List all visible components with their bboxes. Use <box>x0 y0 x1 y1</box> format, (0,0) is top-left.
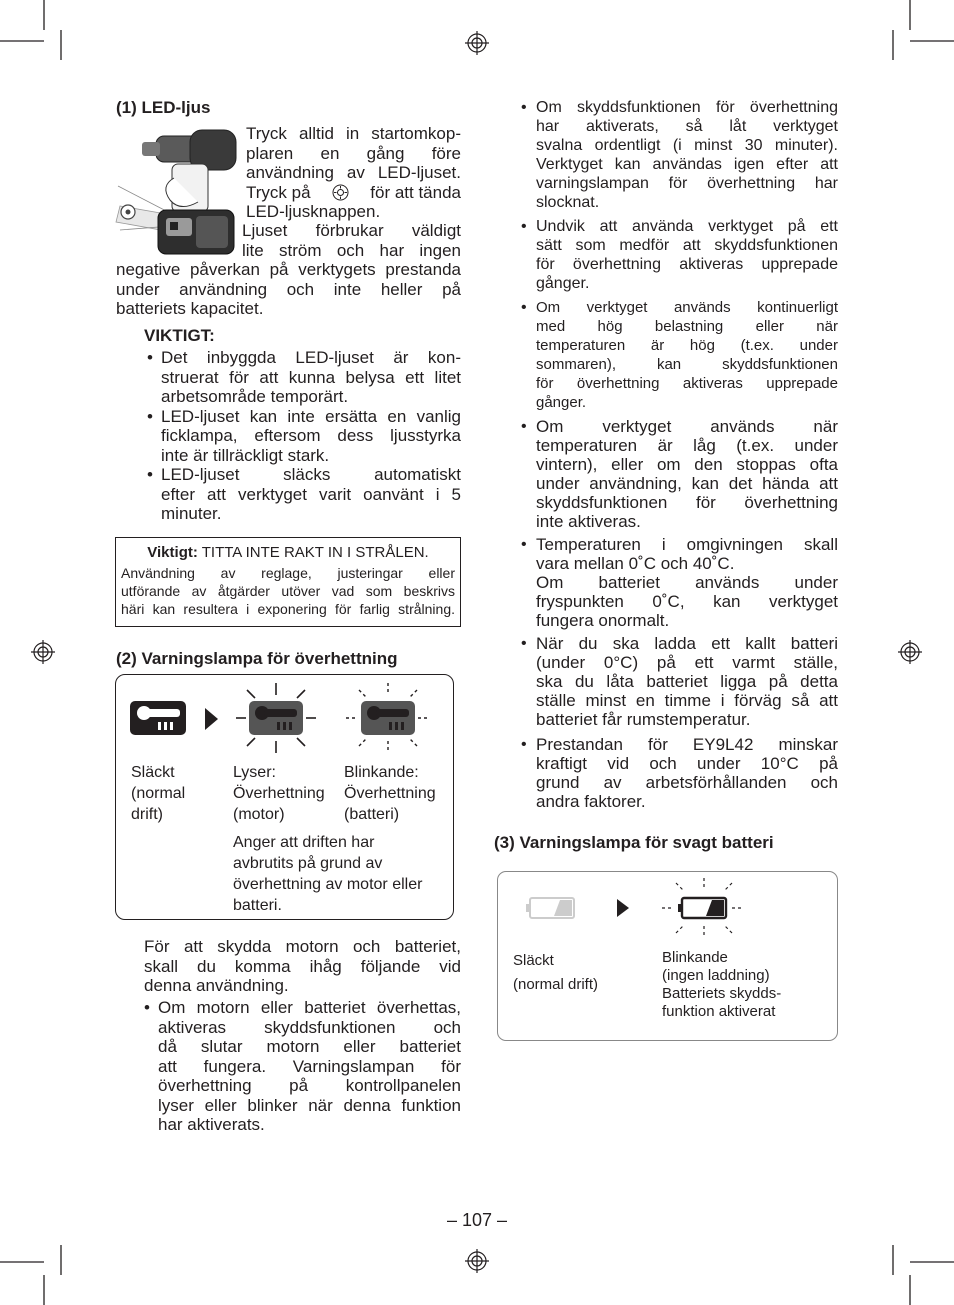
overheat-lamp-blink-icon <box>346 683 430 753</box>
list-item: Temperaturen i omgivningen skall <box>536 535 838 554</box>
led-text-line: plaren en gång före <box>246 143 461 163</box>
list-item: Om verktyget används när <box>536 417 838 436</box>
list-item: (under 0°C) på ett varmt ställe, <box>536 653 838 672</box>
led-text-line: Ljuset förbrukar väldigt <box>242 221 461 240</box>
led-button-icon <box>332 184 349 201</box>
list-item: har aktiverats, så låt verktyget <box>536 118 838 135</box>
list-item: vara mellan 0˚C och 40˚C. <box>536 554 735 573</box>
protect-intro: denna användning. <box>144 976 289 995</box>
state-blink-label: (batteri) <box>344 806 400 823</box>
battery-blink-label: funktion aktiverat <box>662 1003 776 1020</box>
protect-intro: För att skydda motorn och batteriet, <box>144 937 461 956</box>
overheat-note: avbrutits på grund av <box>233 855 383 872</box>
state-lit-label: Lyser: <box>233 764 276 781</box>
caution-title: TITTA INTE RAKT IN I STRÅLEN. <box>197 544 429 561</box>
battery-off-label: (normal drift) <box>513 976 599 993</box>
led-text-line: för att tända <box>370 182 461 202</box>
list-item: Undvik att använda verktyget på ett <box>536 218 838 235</box>
overheat-lamp-lit-icon <box>236 683 316 753</box>
list-item: När du ska ladda ett kallt batteri <box>536 634 838 653</box>
led-text-line: batteriets kapacitet. <box>116 299 264 318</box>
state-lit-label: Överhettning <box>233 785 325 802</box>
list-item: LED-ljuset släcks automatiskt <box>161 465 461 484</box>
list-item: batteriet får rumstemperatur. <box>536 710 751 729</box>
list-item: fryspunkten 0˚C, kan verktyget <box>536 592 838 611</box>
list-item: temperaturen är låg (t.ex. under <box>536 436 838 455</box>
led-text-line: Tryck alltid in startomkop- <box>246 124 461 143</box>
list-item: efter att verktyget varit oanvänt i 5 <box>161 484 461 504</box>
state-off-label: Släckt <box>131 764 175 781</box>
list-item: ställe minst en timme i förväg så att <box>536 691 838 710</box>
list-item: Prestandan för EY9L42 minskar <box>536 735 838 754</box>
list-item: då slutar motorn eller batteriet <box>158 1037 461 1056</box>
list-item: för överhettning aktiveras upprepade <box>536 256 838 273</box>
battery-icons <box>498 872 837 942</box>
list-item: inte är tillräckligt stark. <box>161 445 330 465</box>
overheat-note: batteri. <box>233 897 282 914</box>
caution-label: Viktigt: <box>147 544 198 561</box>
protect-intro: skall du komma ihåg följande vid <box>144 956 461 976</box>
list-item: ska du låta batteriet ligga på detta <box>536 672 838 691</box>
overheat-icons <box>116 675 453 765</box>
list-item: för överhettning aktiveras upprepade <box>536 375 838 392</box>
battery-blink-label: Batteriets skydds- <box>662 985 782 1002</box>
list-item: andra faktorer. <box>536 792 646 811</box>
list-item: minuter. <box>161 504 222 523</box>
list-item: sommaren), kan skyddsfunktionen <box>536 356 838 373</box>
list-item: struerat för att kunna belysa ett litet <box>161 367 461 387</box>
list-item: Det inbyggda LED-ljuset är kon- <box>161 348 461 367</box>
list-item: varningslampan för överhettning har <box>536 175 838 192</box>
led-text-line: Tryck på <box>246 182 311 202</box>
led-text-line: lite ström och har ingen <box>242 240 461 260</box>
caution-line: utförande av åtgärder utöver vad som beskrivs <box>121 583 455 599</box>
led-text-line: LED-ljusknappen. <box>246 202 381 221</box>
caution-line: häri kan resultera i exponering för farlig strålning. <box>121 601 455 617</box>
overheat-lamp-off-icon <box>130 701 186 735</box>
list-item: med hög belastning eller när <box>536 318 838 335</box>
list-item: att fungera. Varningslampan för <box>158 1056 461 1076</box>
important-title: VIKTIGT: <box>144 326 215 345</box>
list-item: Om motorn eller batteriet överhettas, <box>158 998 461 1017</box>
led-text-line: användning av LED-ljuset. <box>246 163 461 182</box>
list-item: under användning, kan det hända att <box>536 474 838 493</box>
list-item: Verktyget kan användas igen efter att <box>536 156 838 173</box>
list-item: grund av arbetsförhållanden och <box>536 773 838 792</box>
list-item: sätt som medför att skyddsfunktionen <box>536 237 838 254</box>
battery-blink-label: (ingen laddning) <box>662 967 770 984</box>
caution-line: Användning av reglage, justeringar eller <box>121 565 455 581</box>
led-heading: (1) LED-ljus <box>116 98 211 117</box>
list-item: inte aktiveras. <box>536 512 641 531</box>
state-lit-label: (motor) <box>233 806 285 823</box>
important-list: • Det inbyggda LED-ljuset är kon- struerat för att kunna belysa ett litet arbetsområde temporärt. • LED-ljuset kan inte ersätta en vanlig ficklampa, eftersom dess ljusstyrka inte är tillräckligt stark. • LED-ljuset släcks automatiskt efter att verktyget varit oanvänt i 5 minuter. <box>147 348 461 523</box>
list-item: slocknat. <box>536 194 600 211</box>
led-text-line: under användning och inte heller på <box>116 279 461 299</box>
state-blink-label: Överhettning <box>344 785 436 802</box>
state-off-label: drift) <box>131 806 163 823</box>
battery-blink-icon <box>662 878 744 938</box>
list-item: överhettning på kontrollpanelen <box>158 1076 461 1095</box>
battery-off-label: Släckt <box>513 952 554 969</box>
overheat-note: Anger att driften har <box>233 834 375 851</box>
right-list: • Om skyddsfunktionen för överhettning har aktiverats, så låt verktyget svalna ordentligt (i minst 30 minuter). Verktyget kan användas igen efter att varningslampan för överhettning har slocknat. • Undvik att använda verktyget på ett sätt som medför att skyddsfunktionen för överhettning aktiveras upprepade gånger. • Om verktyget används kontinuerligt med hög belastning eller när temperaturen är hög (t.ex. under sommaren), kan skyddsfunktionen för överhettning aktiveras upprepade gånger. • Om verktyget används när temperaturen är låg (t.ex. under vintern), eller om den stoppas ofta under användning, kan det hända att skyddsfunktionen för överhettning inte aktiveras. • Temperaturen i omgivningen skall vara mellan 0˚C och 40˚C. Om batteriet används under fryspunkten 0˚C, kan verktyget fungera onormalt. • När du ska ladda ett kallt batteri (under 0°C) på ett varmt ställe, ska du låta batteriet ligga på detta ställe minst en timme i förväg så att batteriet får rumstemperatur. • Prestandan för EY9L42 minskar kraftigt vid och under 10°C på grund av arbetsförhållanden och andra faktorer. <box>521 99 838 811</box>
list-item: temperaturen är hög (t.ex. under <box>536 337 838 354</box>
led-text-line: negative påverkan på verktygets prestanda <box>116 260 461 279</box>
list-item: Om skyddsfunktionen för överhettning <box>536 99 838 116</box>
battery-lamp-panel <box>497 871 838 1041</box>
list-item: gånger. <box>536 275 590 292</box>
list-item: har aktiverats. <box>158 1115 265 1134</box>
state-off-label: (normal <box>131 785 186 802</box>
list-item: skyddsfunktionen för överhettning <box>536 493 838 512</box>
list-item: Om batteriet används under <box>536 573 838 592</box>
list-item: ficklampa, eftersom dess ljusstyrka <box>161 426 461 445</box>
arrow-right-icon <box>617 899 629 917</box>
list-item: kraftigt vid och under 10°C på <box>536 754 838 773</box>
overheat-heading: (2) Varningslampa för överhettning <box>116 649 398 668</box>
list-item: arbetsområde temporärt. <box>161 387 349 406</box>
list-item: gånger. <box>536 394 587 411</box>
battery-blink-label: Blinkande <box>662 949 728 966</box>
list-item: LED-ljuset kan inte ersätta en vanlig <box>161 406 461 426</box>
list-item: aktiveras skyddsfunktionen och <box>158 1017 461 1037</box>
caution-box <box>115 537 461 627</box>
list-item: vintern), eller om den stoppas ofta <box>536 455 838 474</box>
list-item: Om verktyget används kontinuerligt <box>536 299 838 316</box>
overheat-note: överhettning av motor eller <box>233 876 423 893</box>
list-item: fungera onormalt. <box>536 611 670 630</box>
protect-list: • Om motorn eller batteriet överhettas, aktiveras skyddsfunktionen och då slutar motorn eller batteriet att fungera. Varningslampan för överhettning på kontrollpanelen lyser eller blinker när denna funktion har aktiverats. <box>144 998 461 1134</box>
arrow-right-icon <box>205 708 218 730</box>
list-item: lyser eller blinker när denna funktion <box>158 1095 461 1115</box>
battery-off-icon <box>526 898 574 918</box>
list-item: svalna ordentligt (i minst 30 minuter). <box>536 137 838 154</box>
battery-heading: (3) Varningslampa för svagt batteri <box>494 833 774 852</box>
overheat-lamp-panel <box>115 674 454 920</box>
state-blink-label: Blinkande: <box>344 764 419 781</box>
impact-driver-with-led-icon <box>112 126 246 266</box>
page-number: – 107 – <box>446 1210 508 1230</box>
